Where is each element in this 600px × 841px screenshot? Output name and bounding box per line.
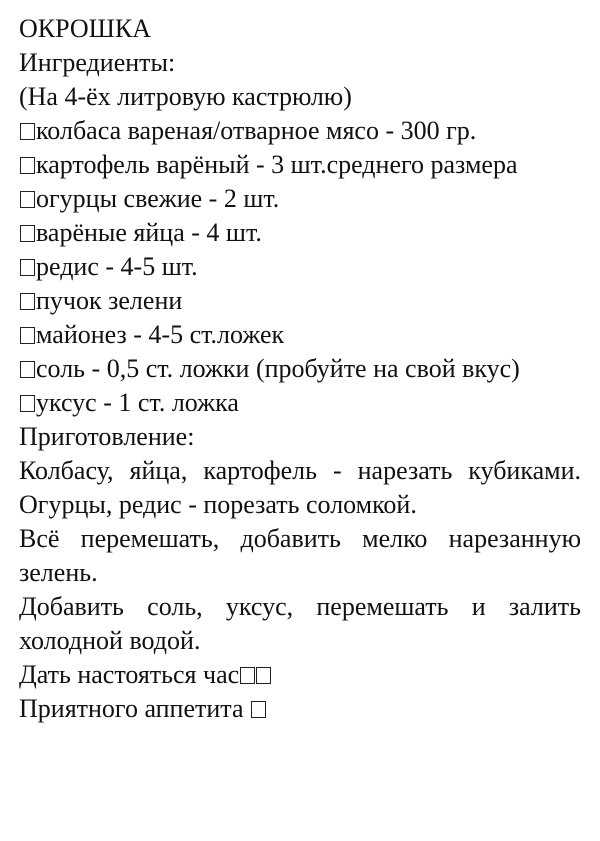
recipe-title: ОКРОШКА	[19, 14, 152, 43]
step-paragraph: Всё перемешать, добавить мелко нарезанную зелень.	[19, 524, 581, 587]
ingredient-text: уксус - 1 ст. ложка	[36, 388, 239, 417]
placeholder-box-icon	[240, 667, 255, 684]
ingredient-item	[19, 318, 581, 352]
ingredient-text: редис - 4-5 шт.	[36, 252, 198, 281]
ingredient-item	[19, 148, 581, 182]
preparation-steps	[19, 454, 581, 658]
checkbox-icon	[20, 225, 35, 242]
ingredient-item	[19, 216, 581, 250]
checkbox-icon	[20, 123, 35, 140]
ingredients-heading: Ингредиенты:	[19, 48, 176, 77]
placeholder-box-icon	[256, 667, 271, 684]
checkbox-icon	[20, 259, 35, 276]
ingredient-item	[19, 114, 581, 148]
ingredient-item	[19, 284, 581, 318]
ingredient-text: колбаса вареная/отварное мясо - 300 гр.	[36, 116, 477, 145]
closing-line	[19, 692, 581, 726]
step-paragraph: Добавить соль, уксус, перемешать и залить холодной водой.	[19, 592, 581, 655]
pot-note: (На 4-ёх литровую кастрюлю)	[19, 82, 352, 111]
closing-text: Приятного аппетита	[19, 694, 244, 723]
ingredient-text: варёные яйца - 4 шт.	[36, 218, 262, 247]
checkbox-icon	[20, 361, 35, 378]
ingredient-text: огурцы свежие - 2 шт.	[36, 184, 280, 213]
checkbox-icon	[20, 293, 35, 310]
ingredient-item	[19, 352, 581, 386]
rest-note-text: Дать настояться час	[19, 660, 240, 689]
preparation-heading: Приготовление:	[19, 422, 195, 451]
checkbox-icon	[20, 395, 35, 412]
placeholder-box-icon	[251, 701, 266, 718]
checkbox-icon	[20, 327, 35, 344]
ingredient-item	[19, 386, 581, 420]
ingredient-text: соль - 0,5 ст. ложки (пробуйте на свой вкус)	[36, 354, 520, 383]
checkbox-icon	[20, 157, 35, 174]
step-paragraph: Колбасу, яйца, картофель - нарезать кубиками. Огурцы, редис - порезать соломкой.	[19, 456, 581, 519]
rest-note-line	[19, 658, 581, 692]
ingredient-text: пучок зелени	[36, 286, 183, 315]
ingredient-item	[19, 250, 581, 284]
ingredient-text: картофель варёный - 3 шт.среднего размера	[36, 150, 518, 179]
ingredient-list	[19, 114, 581, 420]
ingredient-item	[19, 182, 581, 216]
ingredient-text: майонез - 4-5 ст.ложек	[36, 320, 285, 349]
checkbox-icon	[20, 191, 35, 208]
